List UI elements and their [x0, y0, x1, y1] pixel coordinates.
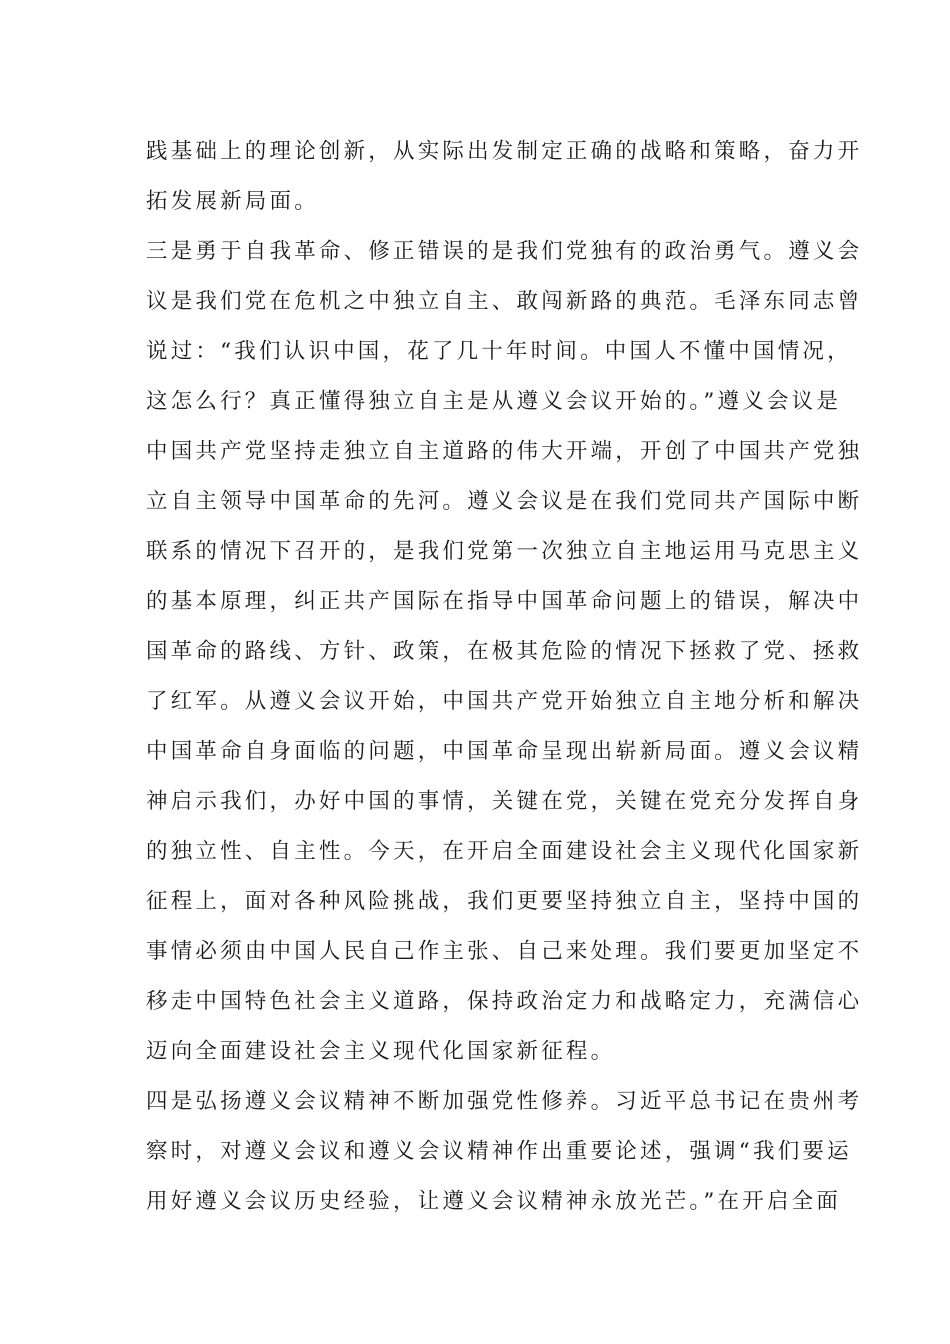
text-line: 国革命的路线、方针、政策，在极其危险的情况下拯救了党、拯救 — [146, 639, 863, 664]
text-line: 这怎么行？真正懂得独立自主是从遵义会议开始的。”遵义会议是 — [146, 389, 842, 414]
text-line: 征程上，面对各种风险挑战，我们更要坚持独立自主，坚持中国的 — [146, 889, 863, 914]
body-text — [146, 127, 863, 1227]
text-line: 联系的情况下召开的，是我们党第一次独立自主地运用马克思主义 — [146, 539, 863, 564]
text-line: 说过：“我们认识中国，花了几十年时间。中国人不懂中国情况， — [146, 339, 852, 364]
text-line: 的基本原理，纠正共产国际在指导中国革命问题上的错误，解决中 — [146, 589, 863, 614]
text-line: 事情必须由中国人民自己作主张、自己来处理。我们要更加坚定不 — [146, 939, 863, 964]
text-line: 用好遵义会议历史经验，让遵义会议精神永放光芒。”在开启全面 — [146, 1189, 842, 1214]
text-line: 了红军。从遵义会议开始，中国共产党开始独立自主地分析和解决 — [146, 689, 863, 714]
text-line: 中国共产党坚持走独立自主道路的伟大开端，开创了中国共产党独 — [146, 439, 863, 464]
text-line: 神启示我们，办好中国的事情，关键在党，关键在党充分发挥自身 — [146, 789, 863, 814]
text-line: 践基础上的理论创新，从实际出发制定正确的战略和策略，奋力开 — [146, 139, 863, 164]
text-line: 四是弘扬遵义会议精神不断加强党性修养。习近平总书记在贵州考 — [146, 1089, 863, 1114]
text-line: 三是勇于自我革命、修正错误的是我们党独有的政治勇气。遵义会 — [146, 239, 863, 264]
text-line: 议是我们党在危机之中独立自主、敢闯新路的典范。毛泽东同志曾 — [146, 289, 863, 314]
text-line: 中国革命自身面临的问题，中国革命呈现出崭新局面。遵义会议精 — [146, 739, 863, 764]
text-line: 迈向全面建设社会主义现代化国家新征程。 — [146, 1039, 616, 1064]
text-line: 立自主领导中国革命的先河。遵义会议是在我们党同共产国际中断 — [146, 489, 863, 514]
text-line: 的独立性、自主性。今天，在开启全面建设社会主义现代化国家新 — [146, 839, 863, 864]
text-line: 移走中国特色社会主义道路，保持政治定力和战略定力，充满信心 — [146, 989, 863, 1014]
text-line: 察时，对遵义会议和遵义会议精神作出重要论述，强调“我们要运 — [146, 1139, 852, 1164]
text-line: 拓发展新局面。 — [146, 189, 319, 214]
